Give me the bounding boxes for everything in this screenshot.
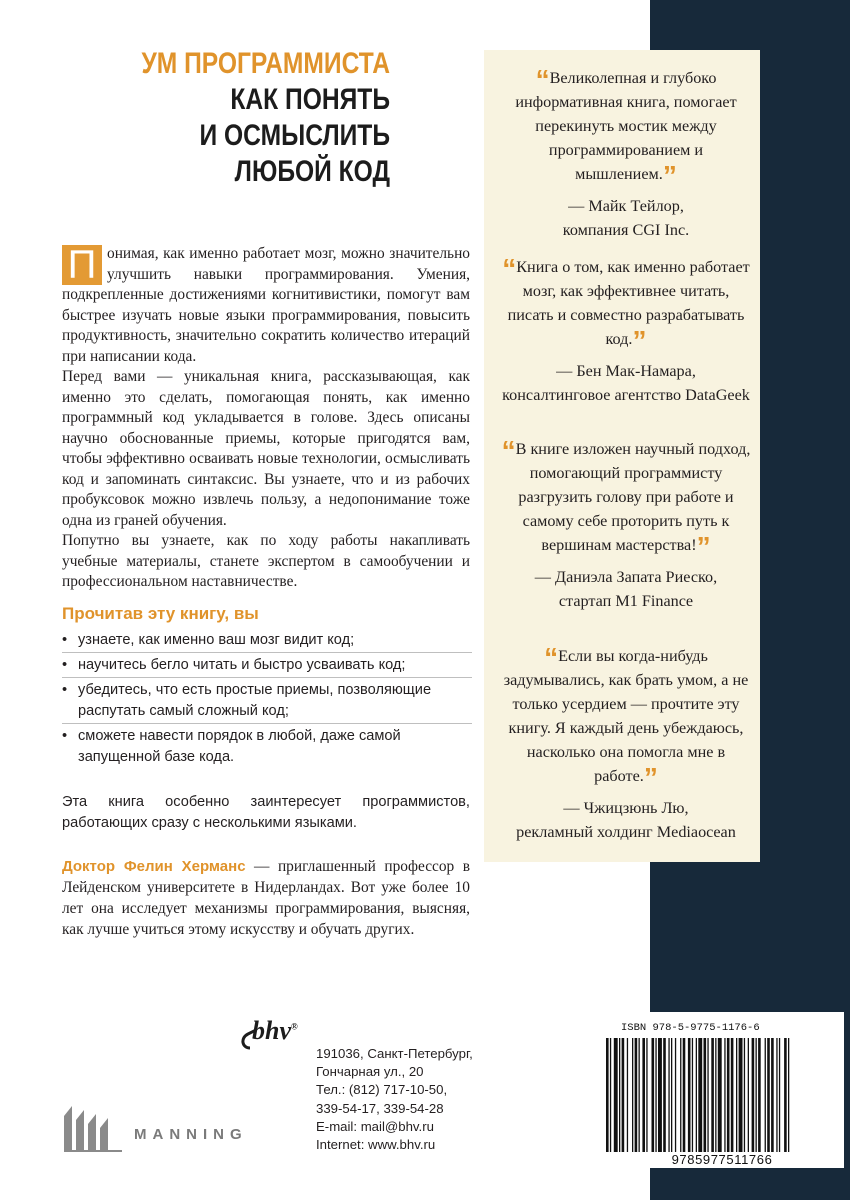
quote-text: Великолепная и глубоко информативная книга, помогает перекинуть мостик между программированием и мышлением. — [515, 69, 737, 183]
phone-line: Тел.: (812) 717-10-50, — [316, 1082, 448, 1098]
divider — [62, 723, 472, 724]
open-quote-icon: “ — [502, 253, 517, 284]
open-quote-icon: “ — [501, 435, 516, 466]
author-name: Доктор Фелин Херманс — [62, 858, 246, 875]
title-sub-line-2: И ОСМЫСЛИТЬ — [199, 119, 390, 152]
open-quote-icon: “ — [535, 64, 550, 95]
manning-logo: MANNING — [134, 1126, 248, 1143]
quote-author: — Бен Мак-Намара, — [556, 362, 696, 380]
barcode-icon — [602, 1038, 842, 1152]
quote-affiliation: стартап M1 Finance — [558, 592, 694, 610]
quote-author: — Даниэла Запата Риеско, — [534, 568, 718, 586]
description — [62, 244, 470, 593]
list-item: • убедитесь, что есть простые приемы, позволяющие распутать самый сложный код; — [62, 680, 472, 722]
barcode-digits: 9785977511766 — [671, 1152, 773, 1167]
testimonial — [500, 66, 752, 242]
book-title — [119, 46, 390, 190]
testimonial — [500, 255, 752, 407]
publisher-contacts — [316, 1045, 473, 1154]
manning-logo-icon — [64, 1106, 122, 1152]
close-quote-icon: ” — [662, 160, 677, 191]
list-item: • сможете навести порядок в любой, даже самой запущенной базе кода. — [62, 726, 472, 768]
website-line: Internet: www.bhv.ru — [316, 1137, 436, 1153]
description-paragraph-1: П онимая, как именно работает мозг, можно значительно улучшить навыки программирования. Умения, подкрепленные достижениями когнитивистики, помогут вам быстрее изучать новые языки программирования, повысить продуктивность, значительно сократить количество итераций при написании кода. — [62, 243, 470, 365]
quote-text: Если вы когда-нибудь задумывались, как брать умом, а не только усердием — прочтите эту книгу. Я каждый день убеждаюсь, насколько она помогла мне в работе. — [503, 647, 749, 785]
testimonial — [500, 644, 752, 844]
close-quote-icon: ” — [643, 762, 658, 793]
quote-text: Книга о том, как именно работает мозг, как эффективнее читать, писать и совместно разрабатывать код. — [507, 258, 750, 348]
isbn-label: ISBN 978-5-9775-1176-6 — [621, 1022, 760, 1034]
close-quote-icon: ” — [696, 531, 711, 562]
list-item: • научитесь бегло читать и быстро усваивать код; — [62, 655, 472, 676]
title-sub-line-1: КАК ПОНЯТЬ — [230, 83, 390, 116]
title-main: УМ ПРОГРАММИСТА — [141, 47, 390, 80]
close-quote-icon: ” — [632, 325, 647, 356]
quote-author: — Майк Тейлор, — [568, 197, 684, 215]
address-line: 191036, Санкт-Петербург, — [316, 1046, 473, 1061]
reading-heading: Прочитав эту книгу, вы — [62, 604, 259, 623]
address-line: Гончарная ул., 20 — [316, 1064, 424, 1080]
quote-affiliation: рекламный холдинг Mediaocean — [516, 823, 736, 841]
quote-text: В книге изложен научный подход, помогающий программисту разгрузить голову при работе и самому себе проторить путь к вершинам мастерства! — [515, 440, 751, 554]
author-bio: Доктор Фелин Херманс — приглашенный профессор в Лейденском университете в Нидерландах. Вот уже более 10 лет она исследует механизмы программирования, выясняя, как лучше учиться этому искусству и обучать других. — [62, 858, 471, 938]
audience-note: Эта книга особенно заинтересует программистов, работающих сразу с несколькими языками. — [62, 794, 470, 831]
divider — [62, 652, 472, 653]
title-sub-line-3: ЛЮБОЙ КОД — [234, 155, 390, 188]
phone-line: 339-54-17, 339-54-28 — [316, 1100, 444, 1116]
divider — [62, 677, 472, 678]
quote-author: — Чжицзюнь Лю, — [563, 799, 689, 817]
bhv-logo: bhv® — [252, 1016, 298, 1045]
description-paragraph-3: Попутно вы узнаете, как по ходу работы накапливать учебные материалы, станете экспертом в самообучении и профессиональном наставничестве. — [62, 532, 470, 590]
open-quote-icon: “ — [544, 642, 559, 673]
testimonial — [500, 437, 752, 613]
quote-affiliation: консалтинговое агентство DataGeek — [502, 386, 750, 404]
email-line: E-mail: mail@bhv.ru — [316, 1118, 434, 1134]
quote-affiliation: компания CGI Inc. — [562, 221, 690, 239]
list-item: • узнаете, как именно ваш мозг видит код; — [62, 630, 472, 651]
drop-cap: П — [62, 245, 102, 285]
description-paragraph-2: Перед вами — уникальная книга, рассказывающая, как именно это сделать, помогающая понять, как именно программный код укладывается в голове. Здесь описаны научно обоснованные приемы, которые пригодятся вам, чтобы эффективно осваивать новые технологии, осмысливать код и запоминать синтаксис. Вы узнаете, что и из рабочих пробуксовок можно извлечь пользу, а недопонимание тоже одна из граней обучения. — [62, 368, 470, 529]
